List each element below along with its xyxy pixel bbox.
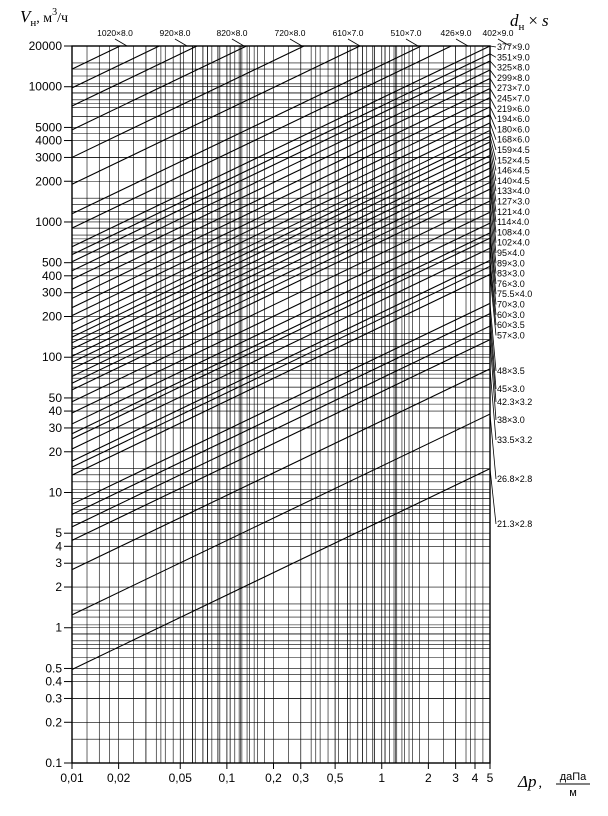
right-series-label: 38×3.0 (497, 415, 525, 425)
y-tick-label: 0.4 (45, 674, 62, 689)
series-line-right (72, 136, 490, 337)
x-tick-label: 5 (486, 771, 494, 785)
y-tick-label: 30 (48, 420, 62, 435)
series-line-right (72, 314, 490, 515)
right-series-label: 108×4.0 (497, 227, 530, 238)
label-leader (490, 61, 496, 68)
y-tick-label: 3000 (35, 150, 62, 165)
y-tick-label: 4 (55, 539, 62, 554)
y-axis-label-sup: 3 (52, 7, 58, 18)
series-line-right (72, 123, 490, 324)
y-tick-label: 5 (55, 526, 62, 541)
right-series-label: 245×7.0 (497, 93, 530, 104)
top-series-labels (97, 28, 514, 38)
y-tick-label: 300 (41, 285, 62, 300)
series-line-right (72, 260, 490, 461)
right-series-label: 48×3.5 (497, 366, 525, 376)
y-tick-label: 2000 (35, 174, 62, 189)
series-line-right (72, 326, 490, 527)
series-header-sub: н (518, 21, 525, 33)
right-series-label: 146×4.5 (497, 165, 530, 176)
y-tick-label: 200 (41, 309, 62, 324)
top-series-label: 920×8.0 (159, 28, 191, 38)
y-tick-label: 400 (41, 268, 62, 283)
y-tick-label: 0.3 (45, 691, 62, 706)
top-label-leader (232, 39, 244, 46)
x-axis-unit-numerator: даПа (559, 771, 587, 783)
y-tick-label: 5000 (35, 120, 62, 135)
y-tick-label: 40 (48, 404, 62, 419)
series-header-s: s (541, 11, 549, 30)
right-series-label: 70×3.0 (497, 299, 525, 310)
y-tick-label: 20000 (28, 39, 62, 53)
label-leaders (115, 39, 510, 524)
series-line-top (72, 0, 490, 88)
top-label-leader (290, 39, 302, 46)
right-series-label: 60×3.5 (497, 320, 525, 331)
x-axis-ticks (60, 763, 493, 785)
label-leader (490, 414, 496, 479)
right-series-label: 60×3.0 (497, 309, 525, 320)
y-tick-label: 2 (55, 580, 62, 595)
right-series-label: 57×3.0 (497, 330, 525, 341)
top-series-label: 1020×8.0 (97, 28, 133, 38)
y-axis-label-sub: н (30, 17, 37, 29)
series-line-right (72, 115, 490, 316)
right-series-label: 351×9.0 (497, 52, 530, 63)
right-series-label: 133×4.0 (497, 186, 530, 197)
y-axis-label-unit: /ч (57, 11, 69, 26)
series-line-right (72, 266, 490, 467)
series-header-symbol: d (510, 11, 519, 30)
y-tick-label: 1000 (35, 214, 62, 229)
right-series-label: 83×3.0 (497, 268, 525, 279)
x-axis-unit-denominator: м (569, 787, 577, 799)
x-tick-label: 0,1 (218, 771, 236, 785)
top-series-label: 510×7.0 (390, 28, 422, 38)
right-series-label: 168×6.0 (497, 134, 530, 145)
series-line-right (72, 89, 490, 290)
x-axis-label-symbol: Δp (518, 772, 537, 791)
right-series-label: 219×6.0 (497, 103, 530, 114)
y-axis-ticks (29, 39, 72, 770)
x-tick-label: 3 (452, 771, 459, 785)
label-leader (490, 70, 496, 78)
series-line-right (72, 156, 490, 357)
series-header-op: × (528, 11, 538, 30)
x-tick-label: 0,02 (106, 771, 131, 785)
top-label-leader (175, 39, 187, 46)
top-series-label: 610×7.0 (332, 28, 364, 38)
x-tick-label: 0,05 (168, 771, 192, 785)
right-series-label: 299×8.0 (497, 72, 530, 83)
x-tick-label: 0,3 (292, 771, 310, 785)
right-series-label: 89×3.0 (497, 258, 525, 269)
series-line-top (72, 13, 490, 214)
right-series-label: 325×8.0 (497, 62, 530, 73)
series-line-right (72, 414, 490, 615)
right-series-label: 114×4.0 (497, 217, 530, 228)
y-tick-label: 0.5 (45, 661, 62, 676)
top-series-label: 426×9.0 (440, 28, 472, 38)
right-series-label: 140×4.5 (497, 175, 530, 186)
y-tick-label: 4000 (35, 133, 62, 148)
right-series-labels (497, 42, 532, 529)
right-series-label: 26.8×2.8 (497, 474, 533, 484)
series-line-top (72, 0, 490, 106)
top-label-leader (406, 39, 418, 46)
top-series-label: 402×9.0 (482, 28, 514, 38)
right-series-label: 159×4.5 (497, 145, 530, 155)
right-series-label: 194×6.0 (497, 114, 530, 125)
series-line-right (72, 274, 490, 475)
y-tick-label: 0.2 (45, 715, 62, 730)
x-tick-label: 0,5 (326, 771, 344, 785)
y-tick-label: 3 (55, 556, 62, 571)
x-axis-label (517, 772, 542, 791)
label-leader (490, 98, 496, 109)
series-line-right (72, 340, 490, 541)
right-series-label: 121×4.0 (497, 206, 530, 217)
right-series-label: 21.3×2.8 (497, 519, 533, 529)
top-label-leader (115, 39, 127, 46)
top-label-leader (456, 39, 468, 46)
label-leader (490, 469, 496, 524)
right-series-label: 377×9.0 (497, 42, 530, 52)
series-line-right (72, 182, 490, 383)
y-tick-label: 1 (55, 620, 62, 635)
x-tick-label: 4 (471, 771, 479, 785)
y-tick-label: 10000 (28, 79, 62, 94)
right-series-label: 152×4.5 (497, 155, 530, 166)
y-axis-label-sep: , м (36, 11, 53, 26)
y-tick-label: 0.1 (45, 756, 62, 770)
series-line-right (72, 161, 490, 362)
label-leader (490, 123, 496, 140)
y-tick-label: 100 (41, 350, 62, 365)
right-series-label: 95×4.0 (497, 248, 525, 258)
y-tick-label: 500 (41, 255, 62, 270)
label-leader (490, 54, 496, 57)
x-tick-label: 1 (378, 771, 386, 785)
series-line-top (72, 0, 490, 130)
y-axis-label-symbol: V (20, 7, 31, 26)
x-tick-label: 0,2 (265, 771, 282, 785)
label-leader (490, 89, 496, 99)
right-series-label: 180×6.0 (497, 124, 530, 135)
series-line-right (72, 248, 490, 449)
top-series-label: 820×8.0 (216, 28, 248, 38)
right-series-label: 42.3×3.2 (497, 397, 533, 407)
series-line-right (72, 223, 490, 424)
right-series-label: 45×3.0 (497, 384, 525, 394)
right-series-label: 76×3.0 (497, 278, 525, 289)
series-line-right (72, 107, 490, 308)
label-leader (490, 79, 496, 89)
x-tick-label: 0,01 (60, 771, 84, 785)
x-tick-label: 2 (425, 771, 432, 785)
x-axis-label-sep: , (538, 776, 542, 791)
series-header (510, 11, 549, 33)
right-series-label: 127×3.0 (497, 196, 530, 207)
y-axis-label (20, 7, 68, 29)
top-series-label: 720×8.0 (274, 28, 306, 38)
top-label-leader (348, 39, 360, 46)
right-series-label: 273×7.0 (497, 83, 530, 94)
label-leader (490, 46, 496, 47)
y-tick-label: 50 (48, 390, 62, 405)
series-lines (72, 0, 490, 669)
y-tick-label: 10 (48, 485, 62, 500)
right-series-label: 102×4.0 (497, 237, 530, 248)
y-tick-label: 20 (48, 444, 62, 459)
right-series-label: 33.5×3.2 (497, 435, 533, 445)
right-series-label: 75.5×4.0 (497, 289, 533, 300)
